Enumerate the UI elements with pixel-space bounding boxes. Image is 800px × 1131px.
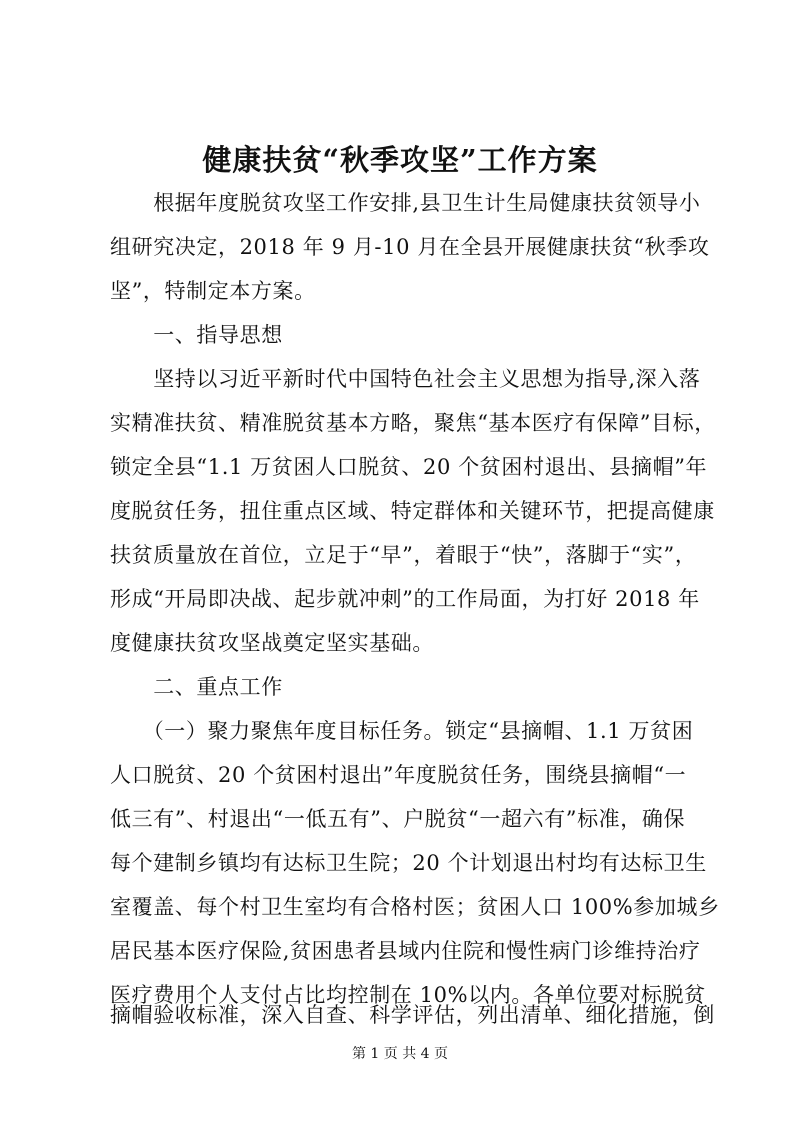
document-title: 健康扶贫“秋季攻坚”工作方案 xyxy=(202,143,598,177)
body-line: 坚”，特制定本方案。 xyxy=(110,279,316,303)
body-line: 摘帽验收标准，深入自查、科学评估，列出清单、细化措施，倒 xyxy=(110,1003,715,1027)
body-line: 形成“开局即决战、起步就冲刺”的工作局面，为打好 2018 年 xyxy=(110,587,700,611)
section-heading: 二、重点工作 xyxy=(110,675,283,699)
body-line: 居民基本医疗保险,贫困患者县域内住院和慢性病门诊维持治疗 xyxy=(110,939,701,963)
body-line: 人口脱贫、20 个贫困村退出”年度脱贫任务，围绕县摘帽“一 xyxy=(110,763,687,787)
body-line: 锁定全县“1.1 万贫困人口脱贫、20 个贫困村退出、县摘帽”年 xyxy=(110,455,708,479)
body-line: 度健康扶贫攻坚战奠定坚实基础。 xyxy=(110,631,434,655)
body-line: 室覆盖、每个村卫生室均有合格村医；贫困人口 100%参加城乡 xyxy=(110,895,720,919)
body-line: 坚持以习近平新时代中国特色社会主义思想为指导,深入落 xyxy=(110,367,701,391)
body-line: 扶贫质量放在首位，立足于“早”，着眼于“快”，落脚于“实”， xyxy=(110,543,697,567)
body-line: 组研究决定，2018 年 9 月-10 月在全县开展健康扶贫“秋季攻 xyxy=(110,235,710,259)
body-line: 根据年度脱贫攻坚工作安排,县卫生计生局健康扶贫领导小 xyxy=(110,191,701,215)
body-line: 每个建制乡镇均有达标卫生院；20 个计划退出村均有达标卫生 xyxy=(110,851,707,875)
body-line: 医疗费用个人支付占比均控制在 10%以内。各单位要对标脱贫 xyxy=(110,983,706,1007)
body-line: （一）聚力聚焦年度目标任务。锁定“县摘帽、1.1 万贫困 xyxy=(110,719,694,743)
body-line: 度脱贫任务，扭住重点区域、特定群体和关键环节，把提高健康 xyxy=(110,499,715,523)
body-line: 实精准扶贫、精准脱贫基本方略，聚焦“基本医疗有保障”目标， xyxy=(110,411,716,435)
section-heading: 一、指导思想 xyxy=(110,323,283,347)
page-footer: 第 1 页 共 4 页 xyxy=(351,1046,449,1062)
body-line: 低三有”、村退出“一低五有”、户脱贫“一超六有”标准，确保 xyxy=(110,807,686,831)
